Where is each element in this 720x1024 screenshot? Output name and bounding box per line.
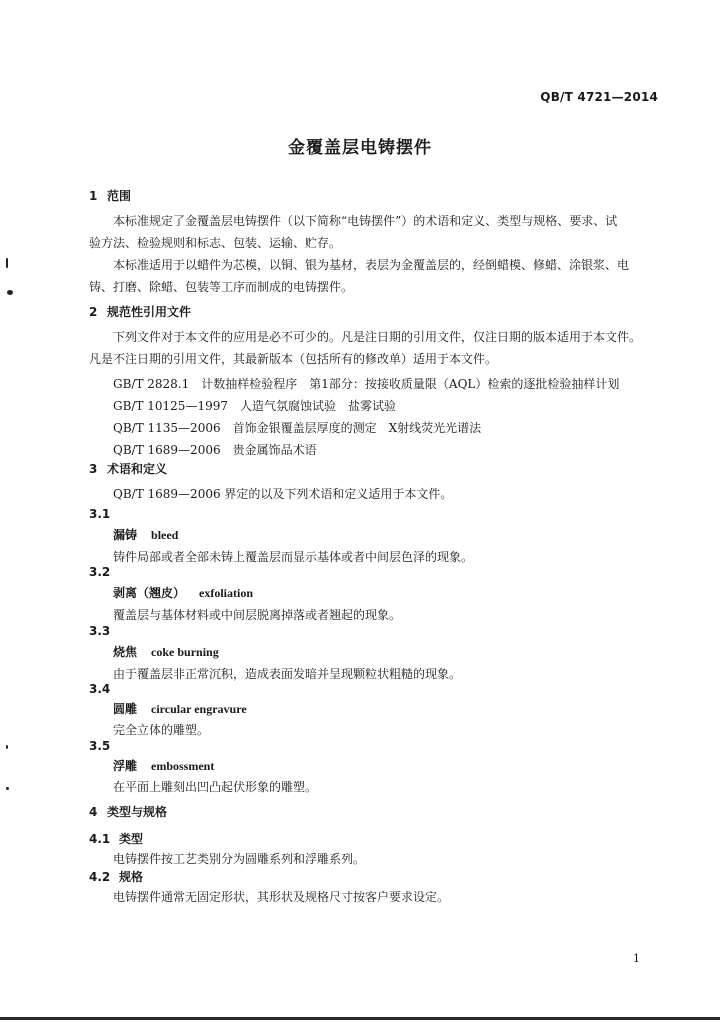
term-definition: 在平面上雕刻出凹凸起伏形象的雕塑。 bbox=[113, 780, 318, 794]
scan-mark bbox=[7, 290, 13, 295]
term-entry bbox=[113, 757, 214, 774]
subsection-number: 4.1 bbox=[89, 832, 111, 846]
subsection-title: 类型 bbox=[119, 832, 144, 846]
reference-code: QB/T 1689—2006 bbox=[113, 443, 221, 457]
term-definition: 由于覆盖层非正常沉积，造成表面发暗并呈现颗粒状粗糙的现象。 bbox=[113, 667, 462, 681]
term-zh: 浮雕 bbox=[113, 759, 138, 773]
scan-mark bbox=[6, 787, 9, 790]
term-en: bleed bbox=[151, 528, 179, 542]
section-heading-1 bbox=[89, 187, 131, 204]
subsection-heading bbox=[89, 868, 143, 885]
section-title: 术语和定义 bbox=[107, 462, 168, 476]
section-heading-2 bbox=[89, 303, 191, 320]
reference-code: GB/T 10125—1997 bbox=[113, 399, 228, 413]
reference-code: GB/T 2828.1 bbox=[113, 377, 190, 391]
paragraph: 凡是不注日期的引用文件，其最新版本（包括所有的修改单）适用于本文件。 bbox=[89, 352, 498, 366]
page-number: 1 bbox=[633, 952, 640, 965]
reference-title: 首饰金银覆盖层厚度的测定 X射线荧光光谱法 bbox=[232, 421, 482, 435]
paragraph: 验方法、检验规则和标志、包装、运输、贮存。 bbox=[89, 236, 342, 250]
section-title: 类型与规格 bbox=[107, 805, 168, 819]
reference-item bbox=[113, 375, 619, 392]
paragraph: 本标准适用于以蜡件为芯模，以铜、银为基材，表层为金覆盖层的，经倒蜡模、修蜡、涂银浆、电 bbox=[113, 258, 630, 272]
page-title: 金覆盖层电铸摆件 bbox=[288, 138, 432, 158]
standard-code: QB/T 4721—2014 bbox=[540, 90, 658, 104]
term-zh: 圆雕 bbox=[113, 702, 138, 716]
paragraph: 铸、打磨、除蜡、包装等工序而制成的电铸摆件。 bbox=[89, 280, 354, 294]
reference-title: 人造气氛腐蚀试验 盐雾试验 bbox=[239, 399, 396, 413]
paragraph: QB/T 1689—2006 界定的以及下列术语和定义适用于本文件。 bbox=[113, 487, 453, 501]
term-entry bbox=[113, 584, 253, 601]
term-definition: 完全立体的雕塑。 bbox=[113, 723, 210, 737]
term-entry bbox=[113, 643, 219, 660]
term-number: 3.2 bbox=[89, 565, 111, 579]
term-entry bbox=[113, 700, 247, 717]
section-title: 规范性引用文件 bbox=[107, 305, 192, 319]
subsection-number: 4.2 bbox=[89, 870, 111, 884]
subsection-heading bbox=[89, 830, 143, 847]
scan-mark bbox=[6, 258, 8, 268]
term-en: circular engravure bbox=[151, 702, 247, 716]
reference-title: 计数抽样检验程序 第1部分：按接收质量限（AQL）检索的逐批检验抽样计划 bbox=[201, 377, 620, 391]
paragraph: 本标准规定了金覆盖层电铸摆件（以下简称“电铸摆件”）的术语和定义、类型与规格、要求、试 bbox=[113, 214, 618, 228]
reference-code: QB/T 1135—2006 bbox=[113, 421, 221, 435]
term-number: 3.3 bbox=[89, 624, 111, 638]
section-number: 3 bbox=[89, 462, 98, 476]
section-heading-3 bbox=[89, 460, 167, 477]
subsection-title: 规格 bbox=[119, 870, 144, 884]
reference-item bbox=[113, 419, 481, 436]
term-zh: 剥离（翘皮） bbox=[113, 586, 186, 600]
term-definition: 覆盖层与基体材料或中间层脱离掉落或者翘起的现象。 bbox=[113, 608, 402, 622]
section-title: 范围 bbox=[107, 189, 132, 203]
term-number: 3.5 bbox=[89, 739, 111, 753]
term-zh: 烧焦 bbox=[113, 645, 138, 659]
reference-item bbox=[113, 397, 396, 414]
reference-title: 贵金属饰品术语 bbox=[232, 443, 317, 457]
term-en: exfoliation bbox=[199, 586, 254, 600]
scan-mark bbox=[6, 745, 8, 749]
term-definition: 铸件局部或者全部未铸上覆盖层而显示基体或者中间层色泽的现象。 bbox=[113, 550, 474, 564]
section-number: 4 bbox=[89, 805, 98, 819]
paragraph: 下列文件对于本文件的应用是必不可少的。凡是注日期的引用文件，仅注日期的版本适用于本文件。 bbox=[113, 330, 642, 344]
section-number: 1 bbox=[89, 189, 98, 203]
section-number: 2 bbox=[89, 305, 98, 319]
page-bottom-rule bbox=[0, 1017, 720, 1020]
term-zh: 漏铸 bbox=[113, 528, 138, 542]
term-entry bbox=[113, 526, 178, 543]
reference-item bbox=[113, 441, 317, 458]
term-en: embossment bbox=[151, 759, 215, 773]
term-number: 3.4 bbox=[89, 682, 111, 696]
paragraph: 电铸摆件通常无固定形状，其形状及规格尺寸按客户要求设定。 bbox=[113, 890, 450, 904]
paragraph: 电铸摆件按工艺类别分为圆雕系列和浮雕系列。 bbox=[113, 852, 366, 866]
section-heading-4 bbox=[89, 803, 167, 820]
term-number: 3.1 bbox=[89, 507, 111, 521]
term-en: coke burning bbox=[151, 645, 219, 659]
